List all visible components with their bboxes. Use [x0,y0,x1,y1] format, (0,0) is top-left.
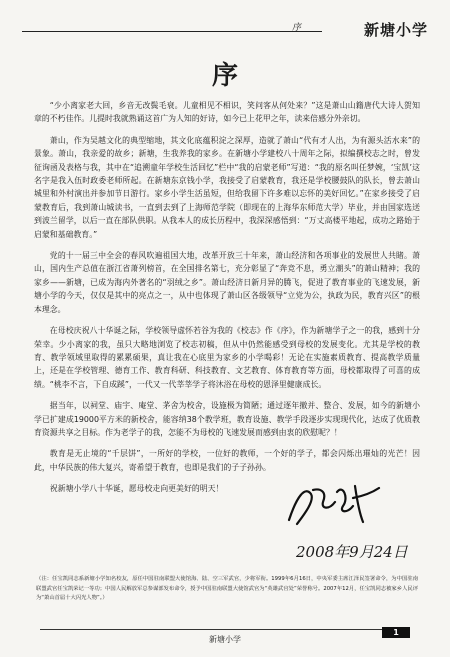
running-header [22,16,428,46]
paragraph: 教育是无止境的“千层饼”，一所好的学校，一位好的教师，一个好的学子，都会闪烁出璀灿的光芒！因此，中华民族的伟大复兴，寄希望于教育，也即是我们的子子孙孙。 [34,449,420,472]
header-section-mark: 序 [292,23,302,33]
page-number: 1 [382,627,410,638]
footer-rule [40,629,410,630]
signature-date: 2008年9月24日 [296,543,408,561]
paragraph: 据当年，以祠堂、庙宇、庵堂、茅舍为校舍，设施极为简陋；通过逐年撤并、整合、发展，如今的新塘小学已扩建成19000平方米的新校舍，能容纳38个教学班，教育设施、教学手段逐步实现现代化，达成了优质教育资源共享之目标。作为老学子的我，怎能不为母校的飞速发展而感到由衷的欣慰呢？！ [34,401,420,437]
header-rule [22,31,322,32]
paragraph: 在母校庆祝八十华诞之际，学校领导虚怀若谷为我的《校志》作《序》，作为新塘学子之一的我，感到十分荣幸。少小离家的我，虽只大略地浏览了校志初稿，但从中仍然能感受到母校的发展变化。尤其是学校的教育、教学领域里取得的累累硕果，真让我在心底里为家乡的小学喝彩！无论在实施素质教育、提高教学质量上，还是在学校管理、德育工作、教育科研、科技教育、文艺教育、体育教育等方面，母校都取得了可喜的成绩。“桃李不言，下自成蹊”，一代又一代莘莘学子将沐浴在母校的恩泽里健康成长。 [34,326,420,389]
paragraph: 萧山，作为吴越文化的典型缩地，其文化底蕴积淀之深厚，造就了萧山“代有才人出，为有源头活水来”的景象。萧山，我亲爱的故乡；新塘，生我养我的家乡。在新塘小学建校八十周年之际，拟编撰校志之时，曾发征询函及表格与我，其中在“追溯童年学校生活回忆”栏中“我的启蒙老师”写道：“我的原名叫任梦婉，‘宝凯’这名字是我入伍时政委老师所起。在新塘东京钱小学，我接受了启蒙教育，我还是学校腰鼓队的队长，曾去萧山城里和外村演出并参加节日游行。家乡小学生活虽短，但给我留下许多难以忘怀的美好回忆。”在家乡接受了启蒙教育后，我到萧山城读书，一直到去到了上海师范学院（即现在的上海华东师范大学）毕业，并由国家选送到波兰留学，以后一直在部队供职。从我本人的成长历程中，我深深感悟到：“万丈高楼平地起，成功之路始于启蒙和基础教育。” [34,135,420,239]
page-title: 序 [211,61,238,91]
footer-school-name: 新塘小学 [209,635,241,644]
paragraph: 祝新塘小学八十华诞，愿母校走向更美好的明天！ [49,484,224,494]
header-school-name: 新塘小学 [363,21,428,39]
paragraph: 党的十一届三中全会的春风吹遍祖国大地，改革开放三十年来，萧山经济和各项事业的发展世人共睹。萧山，国内生产总值在浙江省萧列榜首，在全国排名第七，充分彰显了“奔竞不息，勇立潮头”的萧山精神；我的家乡——新塘，已成为海内外著名的“羽绒之乡”。萧山经济日新月异的腾飞，促进了教育事业的飞速发展，新塘小学的今天，仅仅是其中的亮点之一，从中也体现了萧山区各级领导“立党为公，执政为民，教育兴区”的根本理念。 [34,251,420,314]
handwritten-signature [283,476,383,531]
footnote: （注：任宝凯同志系新塘小学知名校友，原任中国驻南联盟大使馆海、陆、空三军武官，少将军衔。1999年6月16日，中央军委主席江泽民签署命令，为中国驻南联盟武官任宝凯荣记一等功；中国人民解放军总参谋部发布命令，授予中国驻南联盟大使馆武官为“英雄武官处”荣誉称号。2007年12月，任宝凯同志被家乡人民评为“萧山首届十大闪光人物”。） [36,576,418,601]
body-text [34,99,420,504]
paragraph: “少小离家老大回，乡音无改鬓毛衰。儿童相见不相识，笑问客从何处来？”这是萧山山籍唐代大诗人贺知章的不朽佳作。儿提时我就熟诵这首广为人知的好诗，如今已上花甲之年，读来倍感分外亲切。 [34,101,420,124]
